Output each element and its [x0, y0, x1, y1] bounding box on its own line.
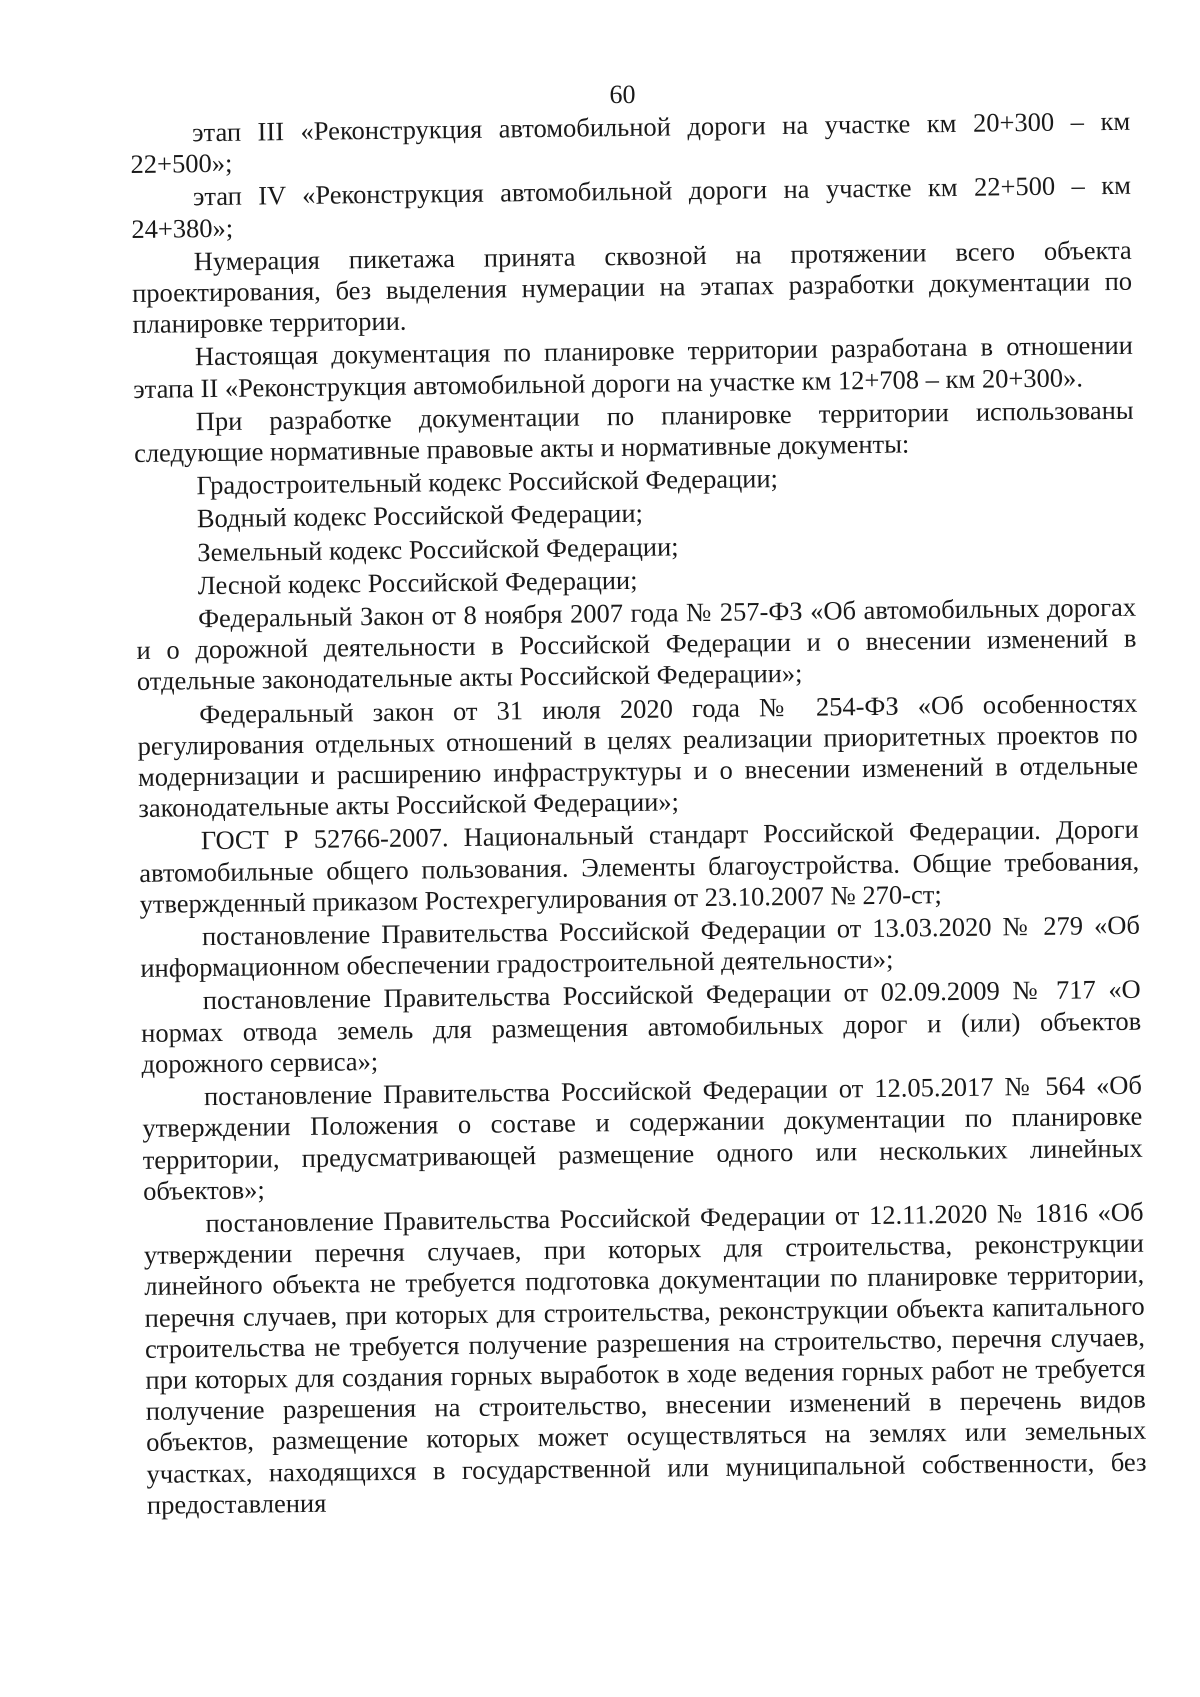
list-item-federal-law-257: Федеральный Закон от 8 ноября 2007 года № 257-ФЗ «Об автомобильных дорогах и о дорожной деятельности в Российской Федерации и о внесении изменений в отдельные законодательные акты Российской Федерации»; [136, 591, 1137, 697]
list-item-forest-code: Лесной кодекс Российской Федерации; [197, 564, 638, 601]
list-item-land-code: Земельный кодекс Российской Федерации; [197, 530, 679, 567]
list-item-decree-717: постановление Правительства Российской Федерации от 02.09.2009 № 717 «О нормах отвода земель для размещения автомобильных дорог и (или) объектов дорожного сервиса»; [140, 974, 1142, 1079]
paragraph-stage-4: этап IV «Реконструкция автомобильной дороги на участке км 22+500 – км 24+380»; [131, 170, 1132, 244]
list-item-water-code: Водный кодекс Российской Федерации; [196, 498, 644, 534]
paragraph-stage-3: этап III «Реконструкция автомобильной дороги на участке км 20+300 – км 22+500»; [130, 105, 1131, 180]
paragraph-scope-stage-2: Настоящая документация по планировке территории разработана в отношении этапа II «Реконструкция автомобильной дороги на участке км 12+708 – км 20+300». [133, 330, 1134, 404]
list-item-decree-1816: постановление Правительства Российской Федерации от 12.11.2020 № 1816 «Об утверждении перечня случаев, при которых для строительства, реконструкции линейного объекта не требуется подготовка документации по планировке территории, перечня случаев, при которых для строительства, реконструкции объекта капитального строительства не требуется получение разрешения на строительство, перечня случаев, при которых для создания горных выработок в ходе ведения горных работ не требуется получение разрешения на строительство, внесении изменений в перечень видов объектов, размещение которых может осуществляться на землях или земельных участках, находящихся в государственной или муниципальной собственности, без предоставления [143, 1196, 1147, 1520]
list-item-urban-planning-code: Градостроительный кодекс Российской Федерации; [196, 463, 779, 501]
page-number: 60 [609, 80, 636, 109]
paragraph-picketage-numbering: Нумерация пикетажа принята сквозной на протяжении всего объекта проектирования, без выделения нумерации на этапах разработки документации по планировке территории. [131, 234, 1133, 340]
document-body [130, 106, 1147, 1523]
list-item-gost-52766: ГОСТ Р 52766-2007. Национальный стандарт Российской Федерации. Дороги автомобильные общего пользования. Элементы благоустройства. Общие требования, утвержденный приказом Ростехрегулирования от 23.10.2007 № 270-ст; [139, 814, 1140, 919]
list-item-federal-law-254: Федеральный закон от 31 июля 2020 года № 254-ФЗ «Об особенностях регулирования отдельных отношений в целях реализации приоритетных проектов по модернизации и расширению инфраструктуры и о внесении изменений в отдельные законодательные акты Российской Федерации»; [137, 687, 1139, 824]
paragraph-regulations-intro: При разработке документации по планировке территории использованы следующие нормативные правовые акты и нормативные документы: [133, 394, 1134, 469]
list-item-decree-279: постановление Правительства Российской Федерации от 13.03.2020 № 279 «Об информационном обеспечении градостроительной деятельности»; [140, 909, 1141, 984]
list-item-decree-564: постановление Правительства Российской Федерации от 12.05.2017 № 564 «Об утверждении Положения о составе и содержании документации по планировке территории, предусматривающей размещение одного или нескольких линейных объектов»; [142, 1069, 1143, 1206]
